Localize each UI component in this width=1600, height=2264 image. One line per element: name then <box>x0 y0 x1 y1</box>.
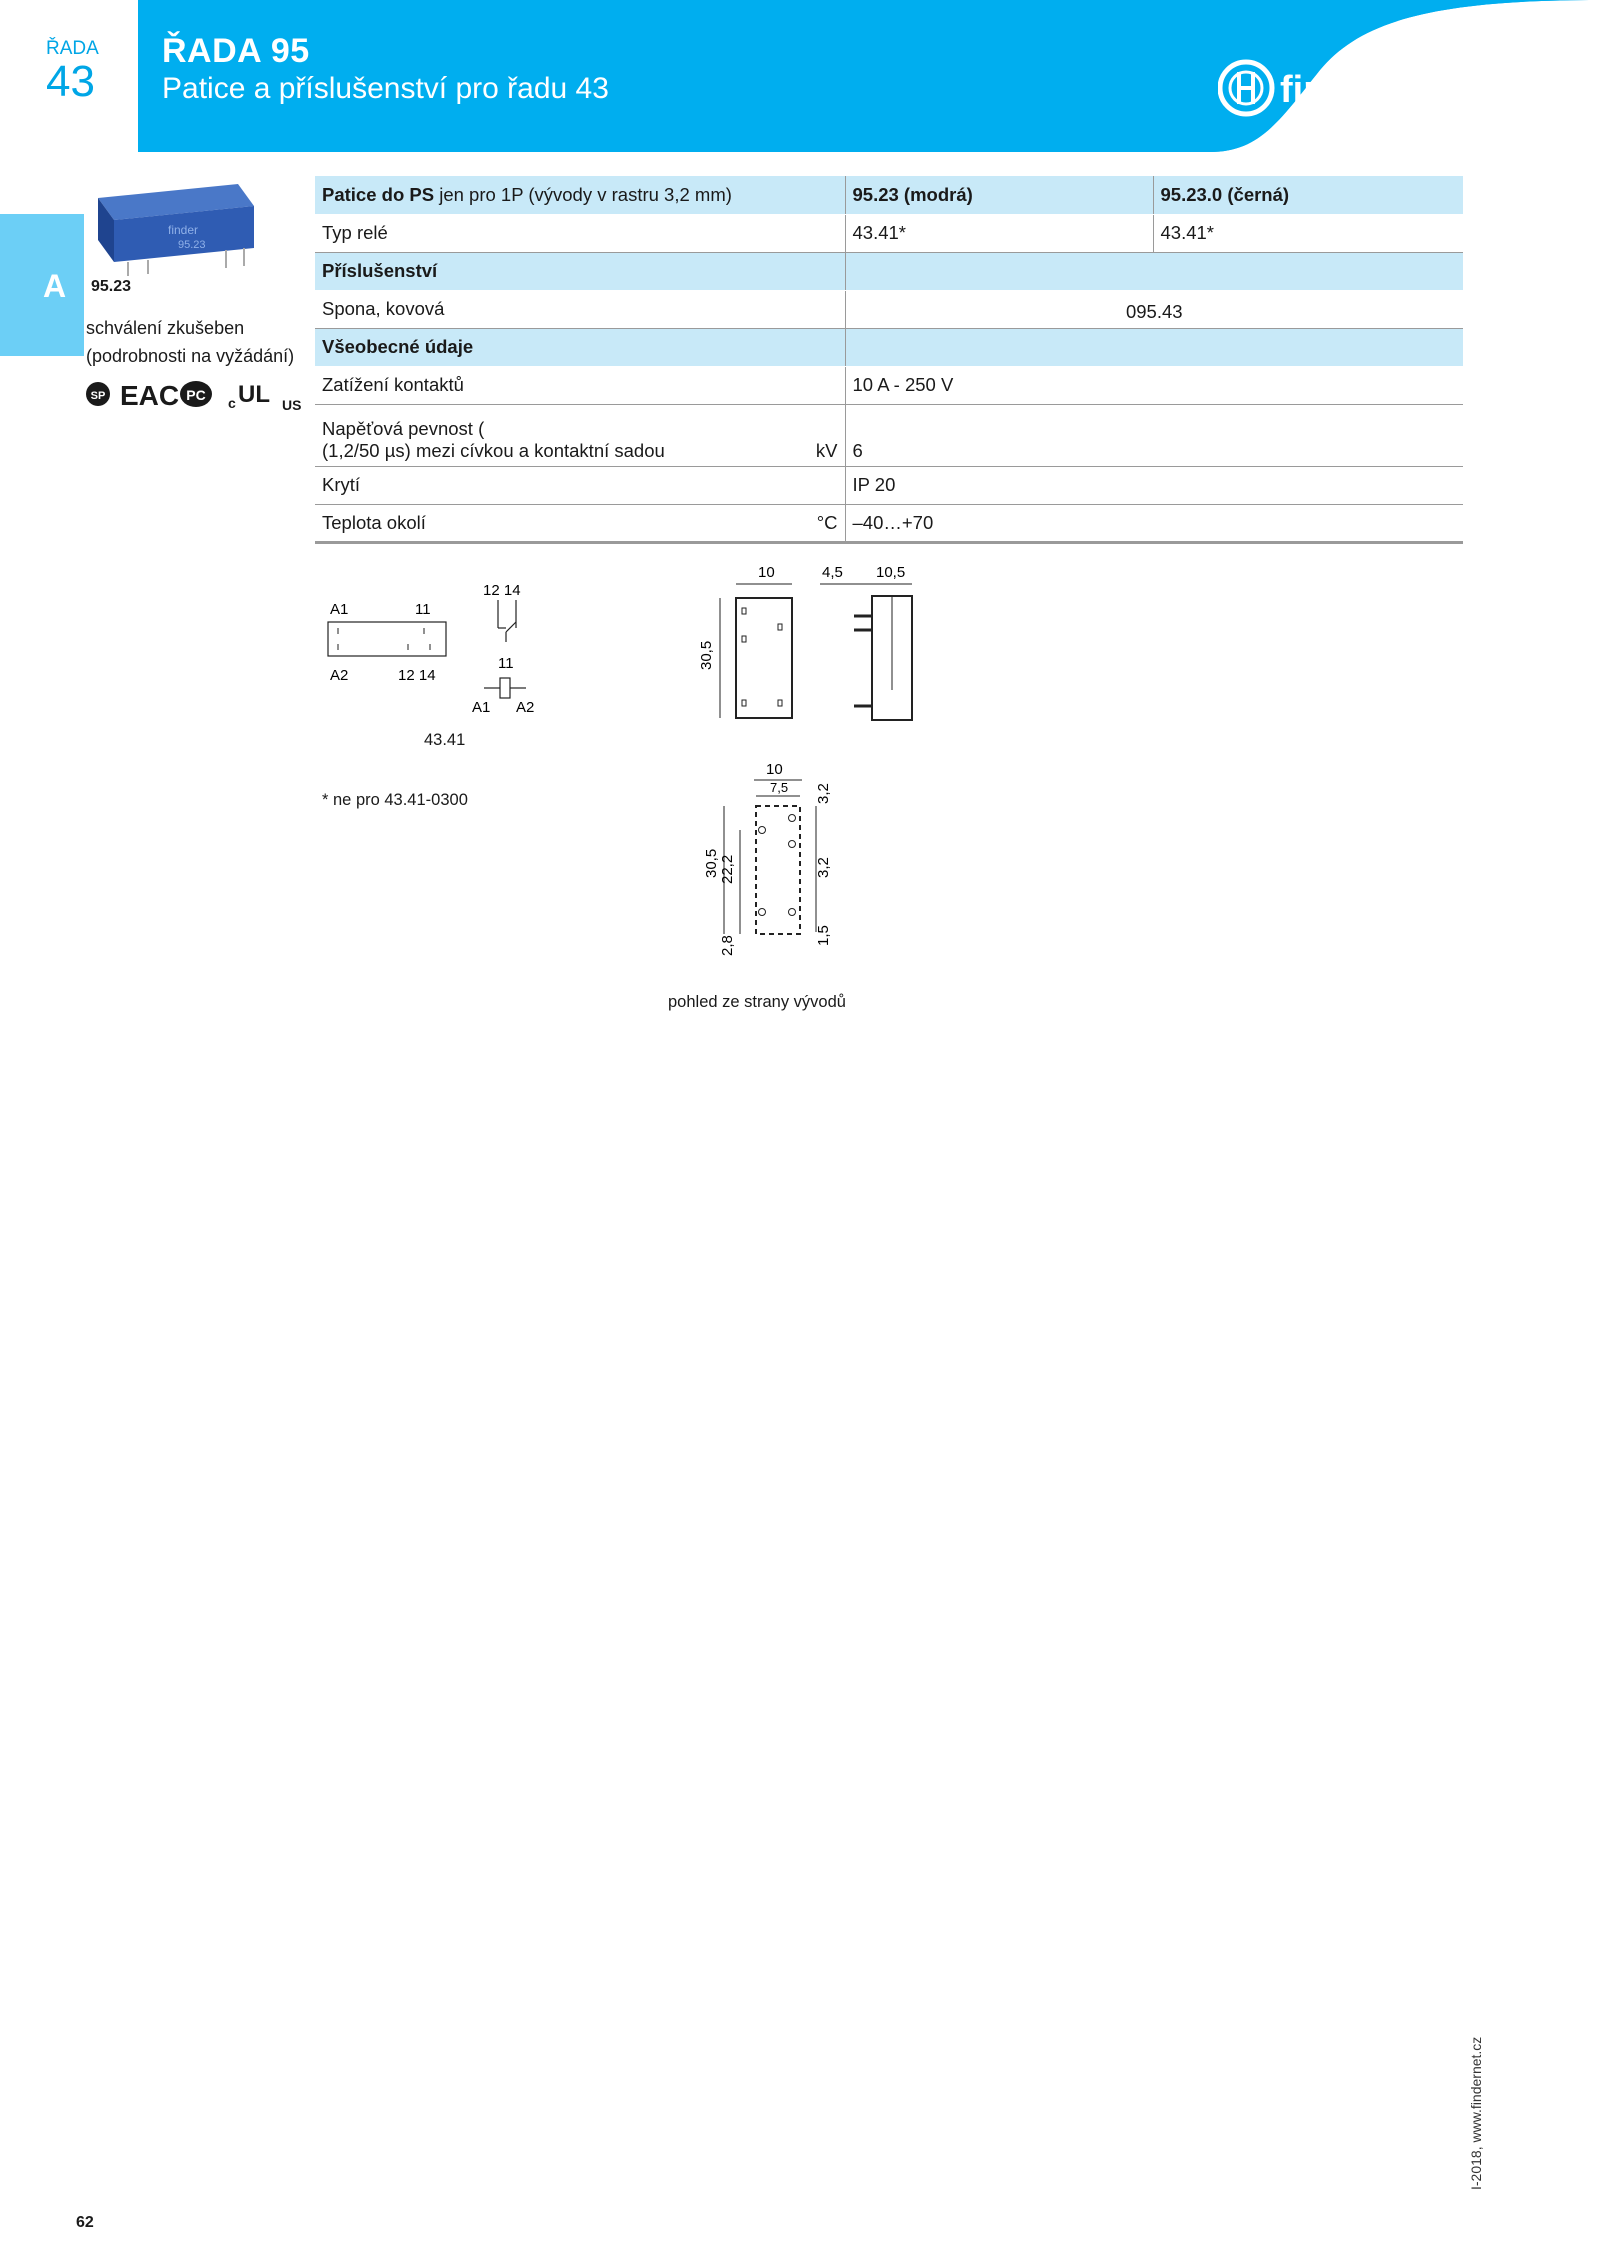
wiring-diagram <box>320 570 580 720</box>
table-row-temp <box>315 504 1463 542</box>
svg-text:finder: finder <box>168 223 199 237</box>
socket-label-bold: Patice do PS <box>322 183 435 205</box>
csa-icon <box>86 382 110 406</box>
svg-text:3,2: 3,2 <box>815 857 832 878</box>
table-row-load <box>315 366 1463 404</box>
table-row-socket <box>315 176 1463 214</box>
svg-text:1,5: 1,5 <box>815 925 832 946</box>
socket-dimension-drawing <box>680 560 940 725</box>
temp-unit: °C <box>816 511 838 533</box>
table-row-protection <box>315 466 1463 504</box>
svg-text:10: 10 <box>766 761 783 778</box>
table-row-clip <box>315 290 1463 328</box>
svg-text:UL: UL <box>238 381 270 408</box>
protection-value: IP 20 <box>845 466 1463 504</box>
dielectric-label-2: (1,2/50 µs) mezi cívkou a kontaktní sadou <box>322 439 665 461</box>
table-row-general <box>315 328 1463 366</box>
relay-type-blue: 43.41* <box>845 214 1153 252</box>
general-heading: Všeobecné údaje <box>315 328 845 366</box>
relay-type-black: 43.41* <box>1153 214 1463 252</box>
table-row-relay <box>315 214 1463 252</box>
approval-text <box>86 314 294 370</box>
temp-label: Teplota okolí <box>322 511 426 533</box>
accessories-heading: Příslušenství <box>315 252 845 290</box>
view-note: pohled ze strany vývodů <box>668 993 846 1011</box>
spec-table <box>315 176 1463 544</box>
table-row-accessories <box>315 252 1463 290</box>
page-title: ŘADA 95 <box>162 32 310 70</box>
dielectric-label-1: Napěťová pevnost ( <box>322 417 485 439</box>
svg-text:12 14: 12 14 <box>398 667 436 684</box>
eac-icon <box>120 380 179 411</box>
svg-text:12 14: 12 14 <box>483 582 521 599</box>
socket-label-rest: jen pro 1P (vývody v rastru 3,2 mm) <box>434 183 732 205</box>
socket-black-code: 95.23.0 (černá) <box>1153 176 1463 214</box>
svg-text:A1: A1 <box>472 699 491 716</box>
pcb-footprint-drawing <box>680 756 880 956</box>
svg-text:95.23: 95.23 <box>178 239 206 251</box>
svg-text:PC: PC <box>186 387 206 403</box>
svg-text:22,2: 22,2 <box>719 854 736 884</box>
svg-text:7,5: 7,5 <box>770 780 789 795</box>
series-number: 43 <box>46 57 95 106</box>
finder-logo-icon <box>1218 58 1458 118</box>
svg-text:4,5: 4,5 <box>822 564 843 581</box>
blue-socket-image <box>88 176 258 276</box>
approval-line-1: schválení zkušeben <box>86 318 245 338</box>
svg-text:10,5: 10,5 <box>876 564 906 581</box>
relay-name: 43.41 <box>424 731 466 749</box>
svg-text:A1: A1 <box>330 601 349 618</box>
svg-text:30,5: 30,5 <box>703 848 720 878</box>
cul-us-icon <box>228 381 301 413</box>
page-subtitle: Patice a příslušenství pro řadu 43 <box>162 72 609 105</box>
svg-text:10: 10 <box>758 564 775 581</box>
svg-text:US: US <box>282 397 302 413</box>
svg-text:SP: SP <box>90 390 106 402</box>
relay-type-label: Typ relé <box>315 214 845 252</box>
table-row-dielectric <box>315 404 1463 466</box>
section-letter: A <box>43 268 67 304</box>
product-code: 95.23 <box>91 278 132 295</box>
load-label: Zatížení kontaktů <box>315 366 845 404</box>
dielectric-unit: kV <box>815 439 838 461</box>
socket-blue-code: 95.23 (modrá) <box>845 176 1153 214</box>
temp-value: –40…+70 <box>845 504 1463 542</box>
series-label: ŘADA <box>46 38 99 59</box>
svg-text:c: c <box>228 395 236 411</box>
svg-text:EAC: EAC <box>120 380 180 411</box>
clip-value: 095.43 <box>845 290 1463 328</box>
svg-text:30,5: 30,5 <box>698 640 715 670</box>
svg-text:11: 11 <box>415 601 431 618</box>
svg-text:A2: A2 <box>516 699 535 716</box>
svg-text:3,2: 3,2 <box>815 783 832 804</box>
section-tab <box>0 214 84 356</box>
svg-text:finder: finder <box>1280 69 1386 111</box>
protection-label: Krytí <box>315 466 845 504</box>
load-value: 10 A - 250 V <box>845 366 1463 404</box>
approval-line-2: (podrobnosti na vyžádání) <box>86 346 295 366</box>
side-url: I-2018, www.findernet.cz <box>1468 2036 1484 2190</box>
svg-text:2,8: 2,8 <box>719 935 736 956</box>
certification-icons <box>84 376 308 416</box>
svg-text:11: 11 <box>498 655 514 672</box>
svg-text:A2: A2 <box>330 667 349 684</box>
footnote: * ne pro 43.41-0300 <box>322 791 468 809</box>
pct-icon <box>180 381 212 407</box>
clip-label: Spona, kovová <box>315 290 845 328</box>
series-tab <box>0 0 138 152</box>
page-number: 62 <box>76 2214 94 2231</box>
dielectric-value: 6 <box>845 404 1463 466</box>
